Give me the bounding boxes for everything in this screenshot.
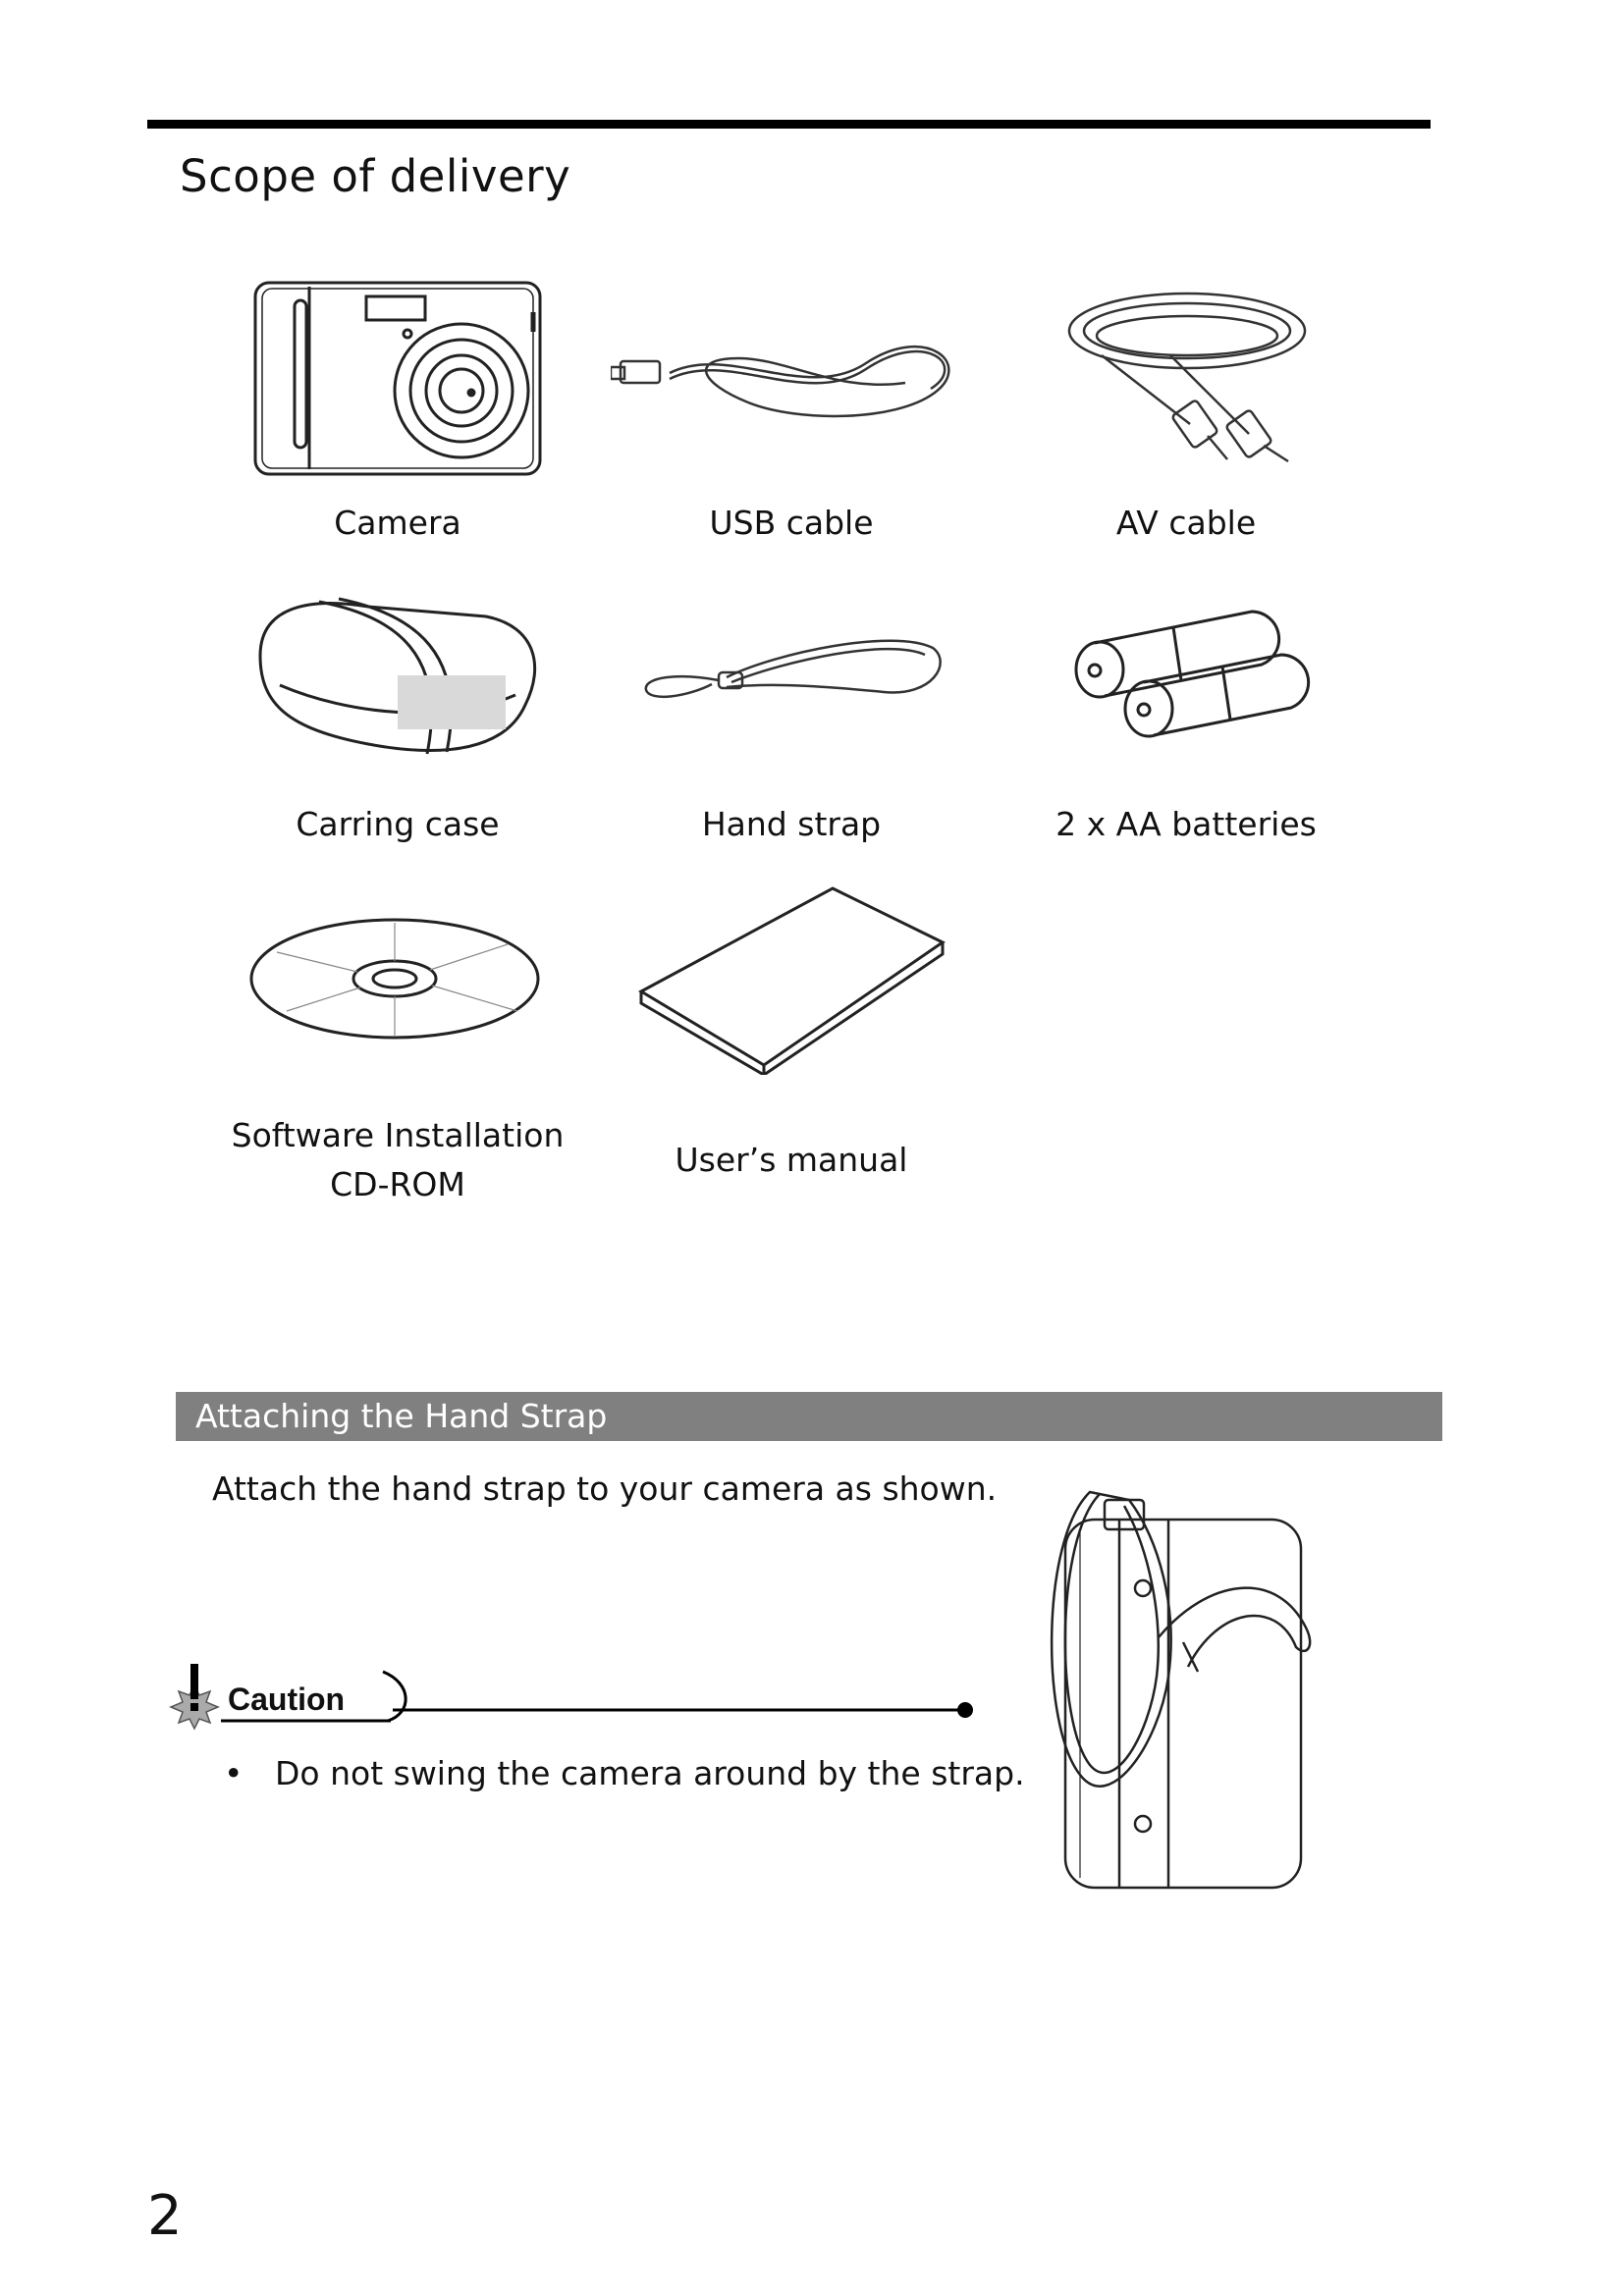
caution-block [167,1664,982,1733]
item-label-usb-cable: USB cable [709,504,874,542]
batteries-icon [1065,594,1311,751]
section-title: Attaching the Hand Strap [195,1397,608,1435]
carrying-case-icon [250,577,545,764]
item-label-manual: User’s manual [675,1141,908,1179]
caution-label: Caution [228,1682,346,1717]
bullet-item [224,1754,1025,1792]
top-rule [147,120,1431,129]
item-label-hand-strap: Hand strap [701,805,882,843]
av-cable-icon [1062,287,1313,463]
item-label-av-cable: AV cable [1115,504,1257,542]
bullet-symbol: • [224,1754,243,1792]
item-label-carrying-case: Carring case [296,805,500,843]
caution-icon [167,1664,222,1733]
cd-rom-label-line2: CD-ROM [330,1165,465,1203]
item-label-camera: Camera [334,504,461,542]
instruction-text: Attach the hand strap to your camera as shown. [212,1469,998,1508]
caution-rule [216,1664,992,1733]
bullet-text: Do not swing the camera around by the strap. [275,1754,1025,1792]
cd-rom-label-line1: Software Installation [231,1116,565,1154]
usb-cable-icon [611,314,974,432]
manual-icon [636,883,948,1075]
camera-strap-illustration [1021,1480,1345,1893]
page-number: 2 [147,2184,183,2248]
cd-rom-icon [247,913,548,1045]
camera-icon [250,273,545,479]
hand-strap-icon [638,633,947,712]
item-label-cd-rom [201,1111,594,1209]
item-label-batteries: 2 x AA batteries [1055,805,1317,843]
section-header-bar [176,1392,1442,1441]
page-title: Scope of delivery [180,150,571,202]
